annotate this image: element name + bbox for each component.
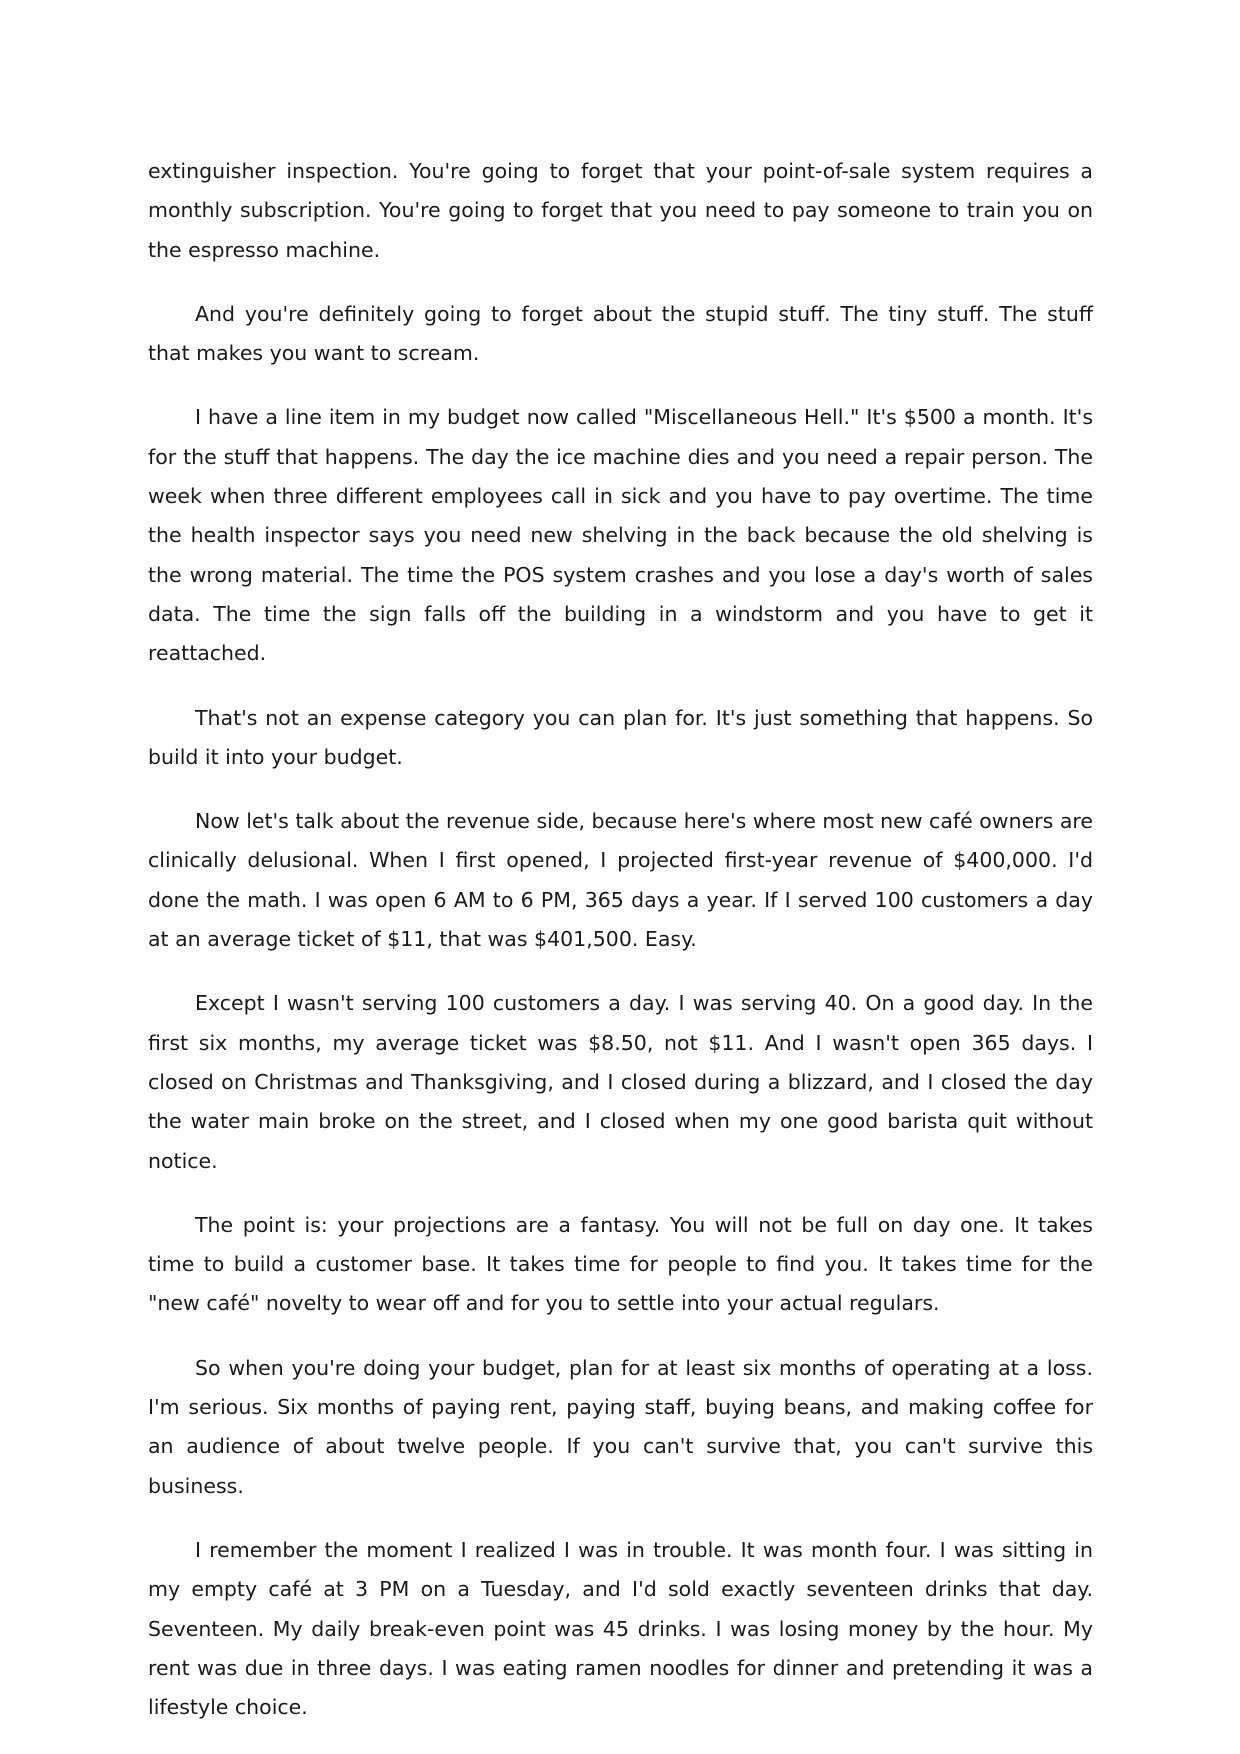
paragraph: The point is: your projections are a fantasy. You will not be full on day one. It takes time to build a customer base. It takes time for people to find you. It takes time for the "new café" novelty to wear off and for you to settle into your actual regulars. [148, 1212, 1093, 1316]
body-text [148, 152, 1093, 1752]
paragraph: So when you're doing your budget, plan for at least six months of operating at a loss. I'm serious. Six months of paying rent, paying staff, buying beans, and making coffee for an audience of about twelve people. If you can't survive that, you can't survive this business. [148, 1355, 1093, 1498]
paragraph: That's not an expense category you can plan for. It's just something that happens. So build it into your budget. [148, 705, 1093, 769]
paragraph: Now let's talk about the revenue side, because here's where most new café owners are clinically delusional. When I first opened, I projected first-year revenue of $400,000. I'd done the math. I was open 6 AM to 6 PM, 365 days a year. If I served 100 customers a day at an average ticket of $11, that was $401,500. Easy. [148, 809, 1093, 952]
paragraph: I remember the moment I realized I was in trouble. It was month four. I was sitting in my empty café at 3 PM on a Tuesday, and I'd sold exactly seventeen drinks that day. Seventeen. My daily break-even point was 45 drinks. I was losing money by the hour. My rent was due in three days. I was eating ramen noodles for dinner and pretending it was a lifestyle choice. [148, 1537, 1093, 1720]
paragraph-continued: extinguisher inspection. You're going to forget that your point-of-sale system requires a monthly subscription. You're going to forget that you need to pay someone to train you on the espresso machine. [148, 159, 1093, 262]
paragraph: Except I wasn't serving 100 customers a day. I was serving 40. On a good day. In the first six months, my average ticket was $8.50, not $11. And I wasn't open 365 days. I closed on Christmas and Thanksgiving, and I closed during a blizzard, and I closed the day the water main broke on the street, and I closed when my one good barista quit without notice. [148, 991, 1093, 1173]
paragraph: I have a line item in my budget now called "Miscellaneous Hell." It's $500 a month. It's for the stuff that happens. The day the ice machine dies and you need a repair person. The week when three different employees call in sick and you have to pay overtime. The time the health inspector says you need new shelving in the back because the old shelving is the wrong material. The time the POS system crashes and you lose a day's worth of sales data. The time the sign falls off the building in a windstorm and you have to get it reattached. [148, 405, 1093, 666]
paragraph: And you're definitely going to forget about the stupid stuff. The tiny stuff. The stuff that makes you want to scream. [148, 301, 1093, 366]
